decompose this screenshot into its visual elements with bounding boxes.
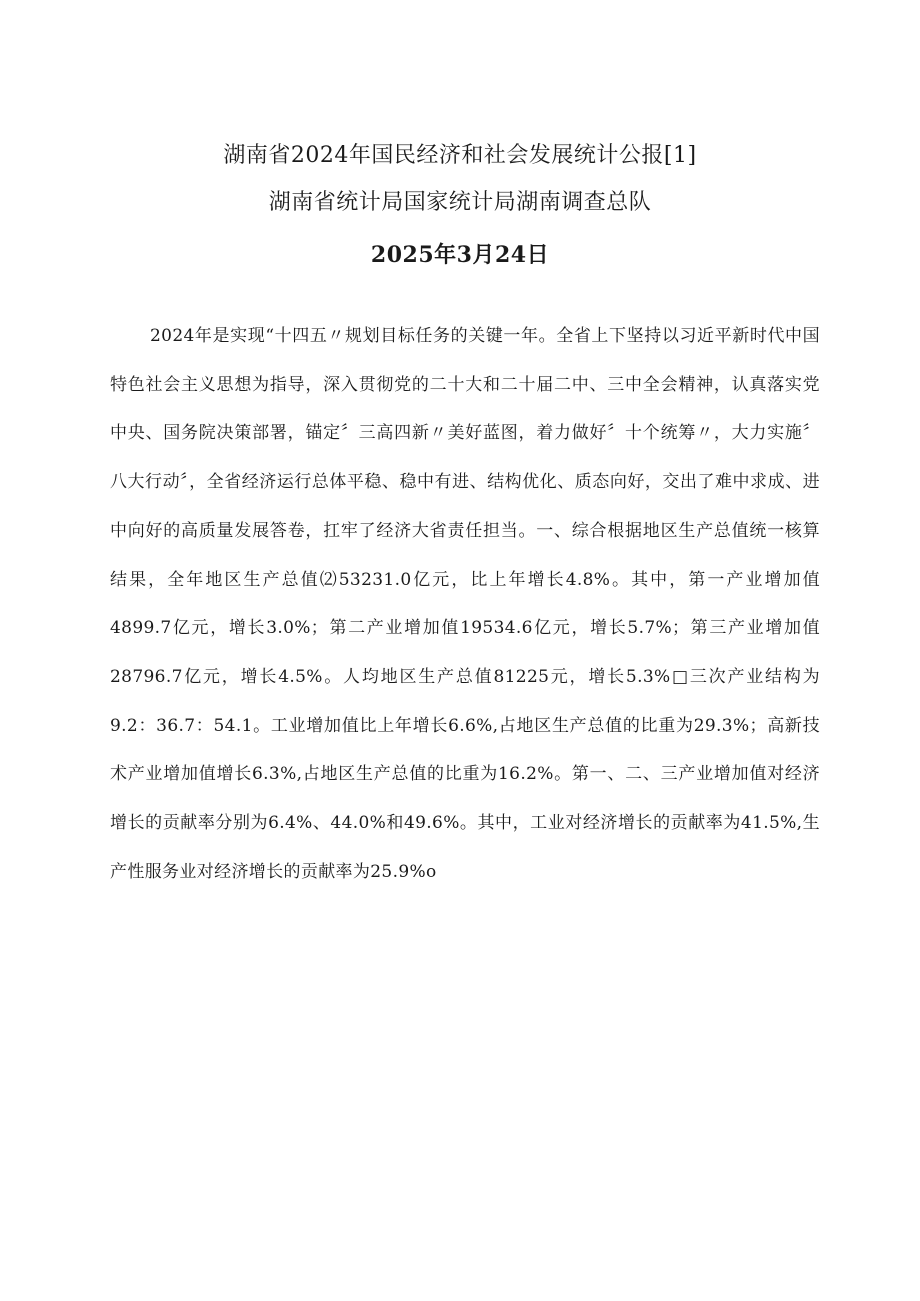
document-issuer: 湖南省统计局国家统计局湖南调查总队 <box>268 190 652 215</box>
document-date: 2025年3月24日 <box>370 242 550 268</box>
document-title: 湖南省2024年国民经济和社会发展统计公报[1] <box>223 143 697 168</box>
document-body-paragraph: 2024年是实现“十四五〃规划目标任务的关键一年。全省上下坚持以习近平新时代中国特色社会主义思想为指导，深入贯彻党的二十大和二十届二中、三中全会精神，认真落实党中央、国务院决策部署，锚定〞三高四新〃美好蓝图，着力做好〞十个统筹〃，大力实施〞八大行动〞，全省经济运行总体平稳、稳中有进、结构优化、质态向好，交出了难中求成、进中向好的高质量发展答卷，扛牢了经济大省责任担当。一、综合根据地区生产总值统一核算结果，全年地区生产总值⑵53231.0亿元，比上年增长4.8%。其中，第一产业增加值4899.7亿元，增长3.0%；第二产业增加值19534.6亿元，增长5.7%；第三产业增加值28796.7亿元，增长4.5%。人均地区生产总值81225元，增长5.3%□三次产业结构为9.2：36.7：54.1。工业增加值比上年增长6.6%,占地区生产总值的比重为29.3%；高新技术产业增加值增长6.3%,占地区生产总值的比重为16.2%。第一、二、三产业增加值对经济增长的贡献率分别为6.4%、44.0%和49.6%。其中，工业对经济增长的贡献率为41.5%,生产性服务业对经济增长的贡献率为25.9%o <box>110 326 820 882</box>
